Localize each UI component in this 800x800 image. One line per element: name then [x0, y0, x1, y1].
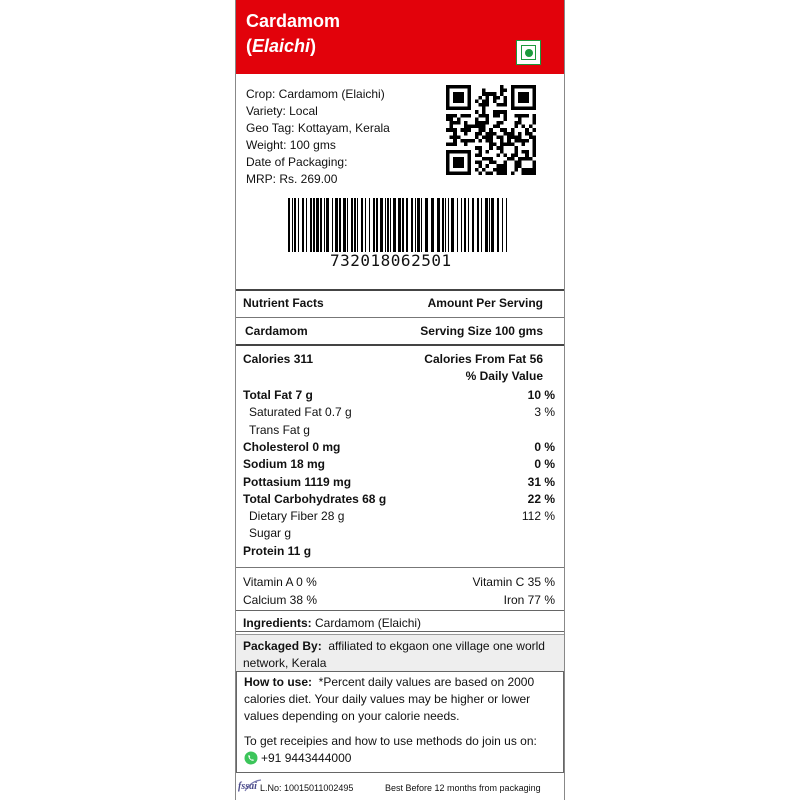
- nutrient-label: Total Fat 7 g: [243, 388, 313, 402]
- nutrient-row: [243, 544, 557, 561]
- packaged-by-box: [236, 634, 564, 671]
- best-before: Best Before 12 months from packaging: [385, 783, 541, 793]
- nutrient-daily-value: 0 %: [534, 457, 555, 472]
- nutrient-row: [243, 457, 557, 474]
- nutrient-row: [243, 475, 557, 492]
- product-title: Cardamom: [246, 11, 341, 31]
- packaged-by-label: Packaged By:: [243, 639, 322, 653]
- how-to-use-line1: *Percent daily values are based on 2000: [318, 675, 535, 689]
- info-variety: Variety: Local: [246, 104, 318, 118]
- nutrient-row: [243, 405, 557, 422]
- daily-value-row: [243, 369, 557, 386]
- serving-row: [243, 324, 557, 341]
- vitamin-row-1: [243, 575, 557, 592]
- fssai-logo-text: fssai: [238, 781, 257, 792]
- nutrient-label: Sugar g: [249, 526, 292, 541]
- info-crop: Crop: Cardamom (Elaichi): [246, 87, 385, 101]
- how-to-use-line4: To get receipies and how to use methods do join us on:: [244, 734, 537, 748]
- nutrient-row: [243, 526, 557, 543]
- barcode-number: 732018062501: [330, 251, 452, 270]
- calories-from-fat: Calories From Fat 56: [424, 352, 543, 366]
- packaged-by-line2: network, Kerala: [243, 656, 327, 670]
- ingredients-label: Ingredients:: [243, 616, 312, 630]
- nutrient-label: Dietary Fiber 28 g: [249, 509, 345, 524]
- nutrient-daily-value: 22 %: [527, 491, 555, 506]
- nutrient-daily-value: 3 %: [534, 405, 555, 420]
- nutrient-row: [243, 440, 557, 457]
- how-to-use-box: [236, 671, 564, 773]
- amount-per-serving: Amount Per Serving: [427, 296, 543, 310]
- info-mrp: MRP: Rs. 269.00: [246, 172, 338, 186]
- vitamin-a: Vitamin A 0 %: [243, 575, 317, 589]
- calories: Calories 311: [243, 352, 314, 366]
- phone-number: +91 9443444000: [261, 751, 352, 765]
- nutrition-product: Cardamom: [245, 324, 308, 338]
- how-to-use-line2: calories diet. Your daily values may be higher or lower: [244, 692, 531, 706]
- veg-mark-icon: [517, 41, 540, 64]
- info-geo-tag: Geo Tag: Kottayam, Kerala: [246, 121, 390, 135]
- vitamin-row-2: [243, 593, 557, 610]
- info-weight: Weight: 100 gms: [246, 138, 336, 152]
- nutrition-heading-row: [243, 296, 557, 313]
- product-info: [246, 86, 390, 188]
- how-to-use-label: How to use:: [244, 675, 312, 689]
- packaged-by-line1: affiliated to ekgaon one village one world: [328, 639, 545, 653]
- nutrient-label: Trans Fat g: [249, 422, 310, 437]
- barcode-icon: [286, 198, 512, 252]
- nutrient-label: Pottasium 1119 mg: [243, 474, 352, 489]
- calcium: Calcium 38 %: [243, 593, 318, 607]
- nutrient-label: Cholesterol 0 mg: [243, 439, 341, 454]
- license-number: L.No: 10015011002495: [260, 783, 354, 793]
- nutrient-daily-value: 10 %: [527, 388, 555, 402]
- nutrient-daily-value: 31 %: [527, 474, 555, 489]
- label-footer: [236, 773, 564, 800]
- calories-row: [243, 352, 557, 369]
- nutrient-label: Saturated Fat 0.7 g: [249, 405, 352, 420]
- phone-line: [244, 750, 556, 767]
- whatsapp-icon: [244, 751, 258, 765]
- serving-size: Serving Size 100 gms: [420, 324, 543, 338]
- ingredients-text: Cardamom (Elaichi): [315, 616, 422, 630]
- nutrient-row: [243, 423, 557, 440]
- nutrient-daily-value: 0 %: [534, 439, 555, 454]
- nutrition-heading: Nutrient Facts: [243, 296, 324, 310]
- nutrient-row: [243, 509, 557, 526]
- daily-value-heading: % Daily Value: [465, 369, 543, 383]
- vitamin-c: Vitamin C 35 %: [472, 575, 555, 589]
- product-subtitle: (Elaichi): [246, 36, 317, 56]
- product-subtitle-name: Elaichi: [252, 36, 311, 56]
- product-label: [235, 0, 565, 800]
- how-to-use-line3: values depending on your calorie needs.: [244, 709, 460, 723]
- qr-code-icon: [446, 85, 536, 175]
- nutrient-label: Protein 11 g: [243, 543, 312, 558]
- nutrient-label: Sodium 18 mg: [243, 457, 326, 472]
- info-date-of-packaging: Date of Packaging:: [246, 155, 348, 169]
- nutrient-label: Total Carbohydrates 68 g: [243, 491, 387, 506]
- ingredients-box: [236, 610, 564, 632]
- label-header: [236, 0, 564, 74]
- nutrient-row: [243, 492, 557, 509]
- nutrient-row: [243, 388, 557, 405]
- nutrient-daily-value: 112 %: [521, 509, 555, 524]
- iron: Iron 77 %: [503, 593, 555, 607]
